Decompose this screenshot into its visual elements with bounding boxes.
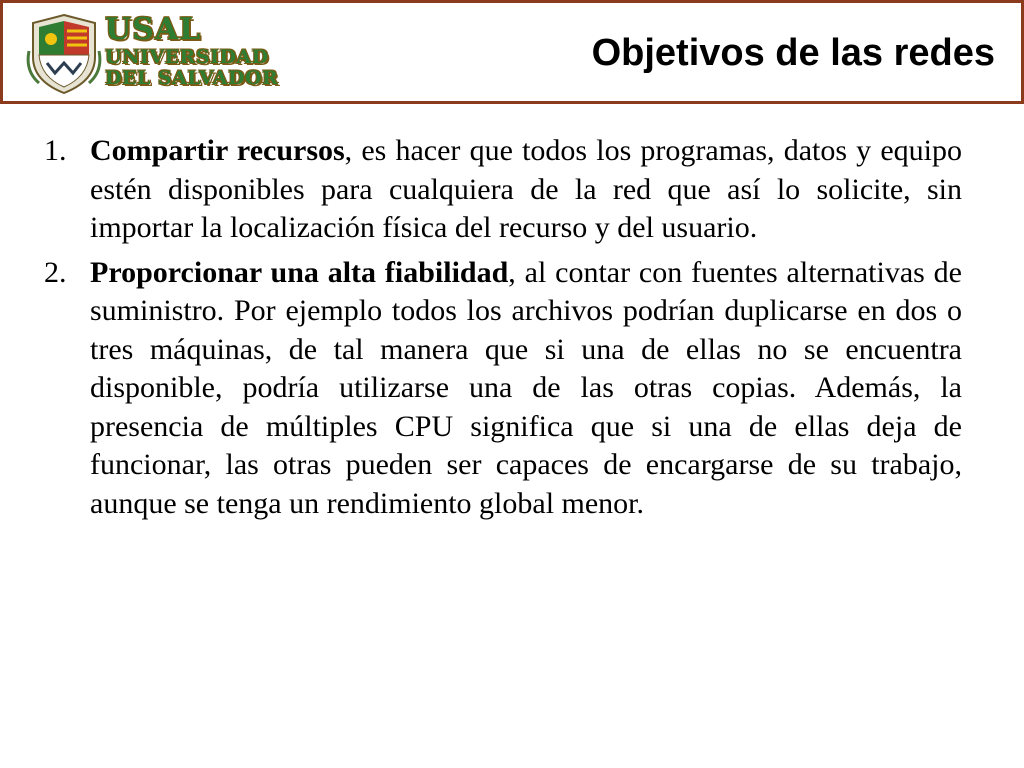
slide-header — [0, 0, 1024, 104]
slide-content — [44, 132, 962, 529]
logo-name-line1: UNIVERSIDAD — [105, 46, 269, 68]
item-term: Proporcionar una alta fiabilidad — [90, 255, 509, 289]
list-item — [44, 254, 962, 524]
item-number: 2. — [44, 255, 67, 289]
logo-acronym: USAL — [105, 12, 202, 47]
university-crest-icon — [25, 11, 103, 97]
item-text: , es hacer que todos los programas, datos y equipo estén disponibles para cualquiera de la red que así lo solicite, sin importar la localización física del recurso y del usuario. — [90, 134, 962, 244]
item-text: , al contar con fuentes alternativas de suministro. Por ejemplo todos los archivos podrían duplicarse en dos o tres máquinas, de tal manera que si una de ellas no se encuentra disponible, podría utilizarse una de las otras copias. Además, la presencia de múltiples CPU significa que si una de ellas deja de funcionar, las otras pueden ser capaces de encargarse de su trabajo, aunque se tenga un rendimiento global menor. — [90, 255, 962, 520]
item-number: 1. — [44, 134, 67, 167]
university-logo — [21, 9, 301, 99]
item-term: Compartir recursos — [90, 134, 345, 167]
objectives-list — [44, 132, 962, 523]
logo-wordmark — [105, 12, 279, 89]
slide-title: Objetivos de las redes — [591, 32, 995, 74]
logo-name-line2: DEL SALVADOR — [105, 67, 279, 89]
list-item — [44, 132, 962, 248]
